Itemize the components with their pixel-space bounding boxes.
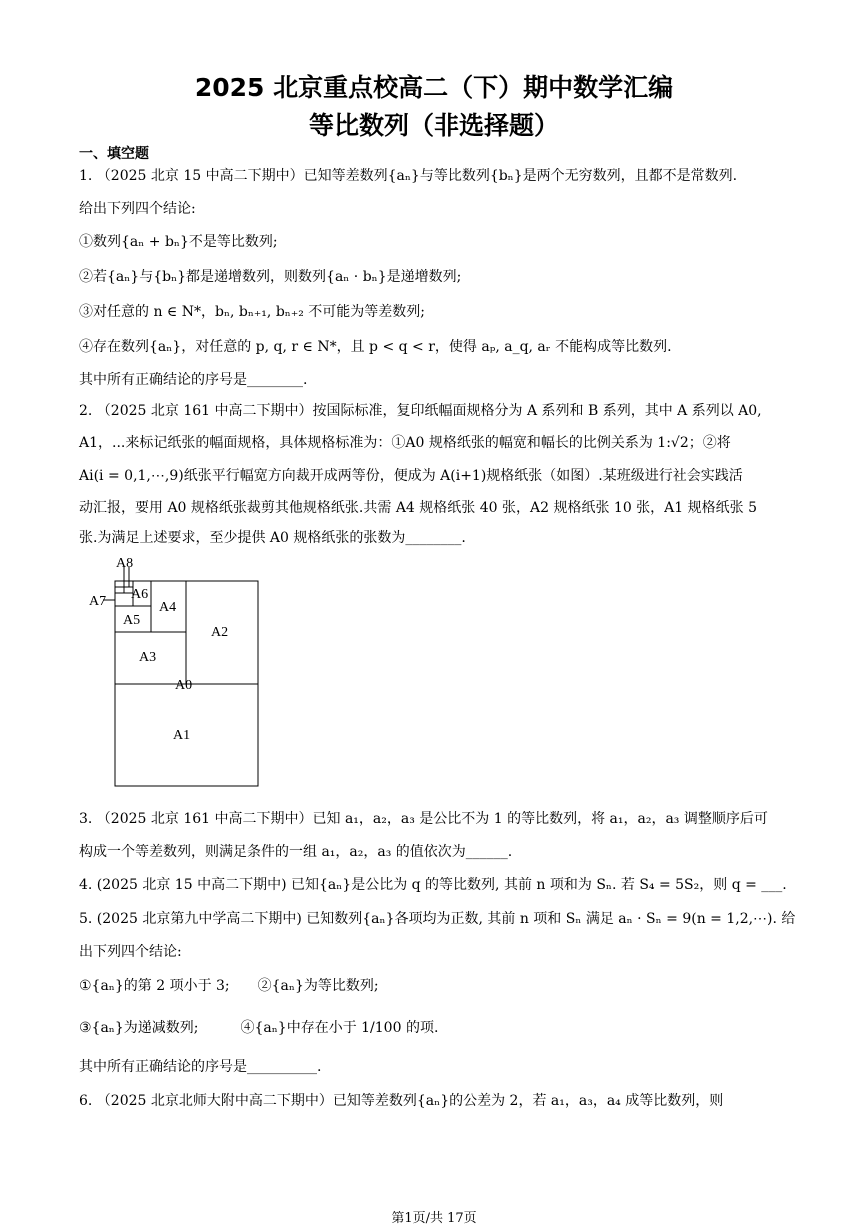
problem-6-line: 6. （2025 北京北师大附中高二下期中）已知等差数列{aₙ}的公差为 2，若 a₁，a₃，a₄ 成等比数列，则 <box>79 1093 724 1109</box>
problem-2-question: 张.为满足上述要求，至少提供 A0 规格纸张的张数为________. <box>79 530 466 546</box>
problem-3-question: 构成一个等差数列，则满足条件的一组 a₁，a₂，a₃ 的值依次为______. <box>79 844 513 860</box>
problem-3-line: 3. （2025 北京 161 中高二下期中）已知 a₁，a₂，a₃ 是公比不为 1 的等比数列，将 a₁，a₂，a₃ 调整顺序后可 <box>79 811 768 827</box>
problem-2-line: 动汇报，要用 A0 规格纸张裁剪其他规格纸张.共需 A4 规格纸张 40 张，A2 规格纸张 10 张，A1 规格纸张 5 <box>79 500 758 516</box>
section-heading: 一、填空题 <box>79 146 149 162</box>
problem-1-line: 给出下列四个结论: <box>79 201 196 217</box>
problem-5-option: ①{aₙ}的第 2 项小于 3; ②{aₙ}为等比数列; <box>79 978 379 994</box>
problem-1-option: ③对任意的 n ∈ N*，bₙ, bₙ₊₁, bₙ₊₂ 不可能为等差数列; <box>79 304 426 320</box>
label-a6: A6 <box>131 587 149 602</box>
label-a5: A5 <box>123 613 141 628</box>
label-a4: A4 <box>159 600 177 615</box>
problem-4-line: 4. (2025 北京 15 中高二下期中) 已知{aₙ}是公比为 q 的等比数列, 其前 n 项和为 Sₙ. 若 S₄ = 5S₂，则 q = ___. <box>79 877 787 893</box>
paper-size-figure <box>85 553 275 793</box>
problem-1-question: 其中所有正确结论的序号是________. <box>79 372 308 388</box>
label-a7: A7 <box>89 594 107 609</box>
problem-5-question: 其中所有正确结论的序号是__________. <box>79 1059 322 1075</box>
problem-2-line: 2. （2025 北京 161 中高二下期中）按国际标准，复印纸幅面规格分为 A 系列和 B 系列，其中 A 系列以 A0, <box>79 403 762 419</box>
problem-1-option: ④存在数列{aₙ}，对任意的 p, q, r ∈ N*，且 p < q < r，使得 aₚ, a_q, aᵣ 不能构成等比数列. <box>79 339 672 355</box>
document-subtitle: 等比数列（非选择题） <box>308 111 559 140</box>
problem-1-option: ②若{aₙ}与{bₙ}都是递增数列，则数列{aₙ · bₙ}是递增数列; <box>79 269 462 285</box>
problem-1-line: 1. （2025 北京 15 中高二下期中）已知等差数列{aₙ}与等比数列{bₙ}是两个无穷数列，且都不是常数列. <box>79 168 738 184</box>
page-footer: 第1页/共 17页 <box>391 1211 477 1226</box>
label-a1: A1 <box>173 728 191 743</box>
label-a3: A3 <box>139 650 157 665</box>
problem-5-line: 出下列四个结论: <box>79 944 182 960</box>
problem-2-line: A1，...来标记纸张的幅面规格，具体规格标准为：①A0 规格纸张的幅宽和幅长的比例关系为 1:√2；②将 <box>79 435 731 451</box>
label-a8: A8 <box>116 556 134 571</box>
label-a2: A2 <box>211 625 229 640</box>
problem-5-option: ③{aₙ}为递减数列; ④{aₙ}中存在小于 1/100 的项. <box>79 1020 439 1036</box>
label-a0: A0 <box>175 678 193 693</box>
document-title: 2025 北京重点校高二（下）期中数学汇编 <box>194 73 674 102</box>
problem-1-option: ①数列{aₙ + bₙ}不是等比数列; <box>79 234 278 250</box>
problem-5-line: 5. (2025 北京第九中学高二下期中) 已知数列{aₙ}各项均为正数, 其前 n 项和 Sₙ 满足 aₙ · Sₙ = 9(n = 1,2,⋯). 给 <box>79 911 796 927</box>
problem-2-line: Ai(i = 0,1,⋯,9)纸张平行幅宽方向裁开成两等份，便成为 A(i+1)规格纸张（如图）.某班级进行社会实践活 <box>79 468 743 484</box>
